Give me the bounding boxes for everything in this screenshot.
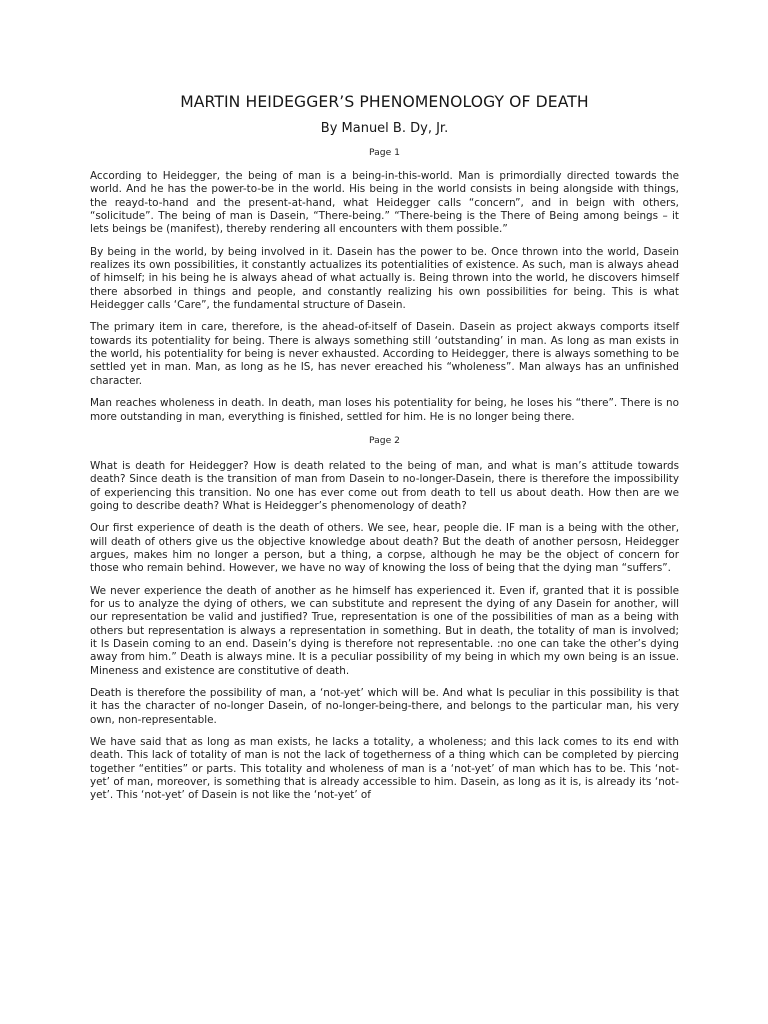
page-label-2: Page 2 bbox=[368, 434, 400, 446]
paragraph: Our first experience of death is the death of others. We see, hear, people die. IF man is a being with the other, will death of others give us the objective knowledge about death? But the death of another persosn, Heidegger argues, makes him no longer a person, but a thing, a corpse, although he may be the object of concern for those who remain behind. However, we have no way of knowing the loss of being that the dying man “suffers”. bbox=[90, 522, 679, 575]
paragraph: The primary item in care, therefore, is the ahead-of-itself of Dasein. Dasein as project akways comports itself towards its potentiality for being. There is always something still ‘outstanding’ in man. As long as man exists in the world, his potentiality for being is never exhausted. According to Heidegger, there is always something to be settled yet in man. Man, as long as he IS, has never ereached his “wholeness”. Man always has an unfinished character. bbox=[90, 321, 679, 387]
paragraph: According to Heidegger, the being of man is a being-in-this-world. Man is primordially directed towards the world. And he has the power-to-be in the world. His being in the world consists in being alongside with things, the reayd-to-hand and the present-at-hand, what Heidegger calls “concern”, and in beign with others, “solicitude”. The being of man is Dasein, “There-being.” “There-being is the There of Being among beings – it lets beings be (manifest), thereby rendering all encounters with them possible.” bbox=[90, 170, 679, 236]
paragraph: We never experience the death of another as he himself has experienced it. Even if, granted that it is possible for us to analyze the dying of others, we can substitute and represent the dying of any Dasein for another, will our representation be valid and justified? True, representation is one of the possibilities of man as a being with others but representation is always a representation in something. But in death, the totality of man is involved; it Is Dasein coming to an end. Dasein’s dying is therefore not representable. :no one can take the other’s dying away from him.” Death is always mine. It is a peculiar possibility of my being in which my own being is an issue. Mineness and existence are constitutive of death. bbox=[90, 584, 679, 677]
paragraph: We have said that as long as man exists, he lacks a totality, a wholeness; and this lack comes to its end with death. This lack of totality of man is not the lack of togetherness of a thing which can be completed by piercing together “entities” or parts. This totality and wholeness of man is a ‘not-yet’ of man which has to be. This ‘not-yet’ of man, moreover, is something that is already accessible to him. Dasein, as long as it is, is already its ‘not-yet’. This ‘not-yet’ of Dasein is not like the ‘not-yet’ of bbox=[90, 736, 679, 802]
document-title: MARTIN HEIDEGGER’S PHENOMENOLOGY OF DEATH bbox=[180, 93, 589, 111]
paragraph: Death is therefore the possibility of man, a ‘not-yet’ which will be. And what Is peculiar in this possibility is that it has the character of no-longer Dasein, of no-longer-being-there, and belongs to the particular man, his very own, non-representable. bbox=[90, 687, 679, 726]
paragraph: By being in the world, by being involved in it. Dasein has the power to be. Once thrown into the world, Dasein realizes its own possibilities, it constantly actualizes its potentialities of existence. As such, man is always ahead of himself; in his being he is always ahead of what actually is. Being thrown into the world, he discovers himself there absorbed in things and people, and constantly realizing his own possibilities for being. This is what Heidegger calls ‘Care”, the fundamental structure of Dasein. bbox=[90, 245, 679, 312]
paragraph: What is death for Heidegger? How is death related to the being of man, and what is man’s attitude towards death? Since death is the transition of man from Dasein to no-longer-Dasein, there is therefore the impossibility of experiencing this transition. No one has ever come out from death to tell us about death. How then are we going to describe death? What is Heidegger’s phenomenology of death? bbox=[90, 459, 679, 512]
page-label-1: Page 1 bbox=[368, 147, 400, 158]
document-author: By Manuel B. Dy, Jr. bbox=[320, 121, 449, 136]
paragraph: Man reaches wholeness in death. In death, man loses his potentiality for being, he loses his “there”. There is no more outstanding in man, everything is finished, settled for him. He is no longer being there. bbox=[90, 397, 679, 423]
